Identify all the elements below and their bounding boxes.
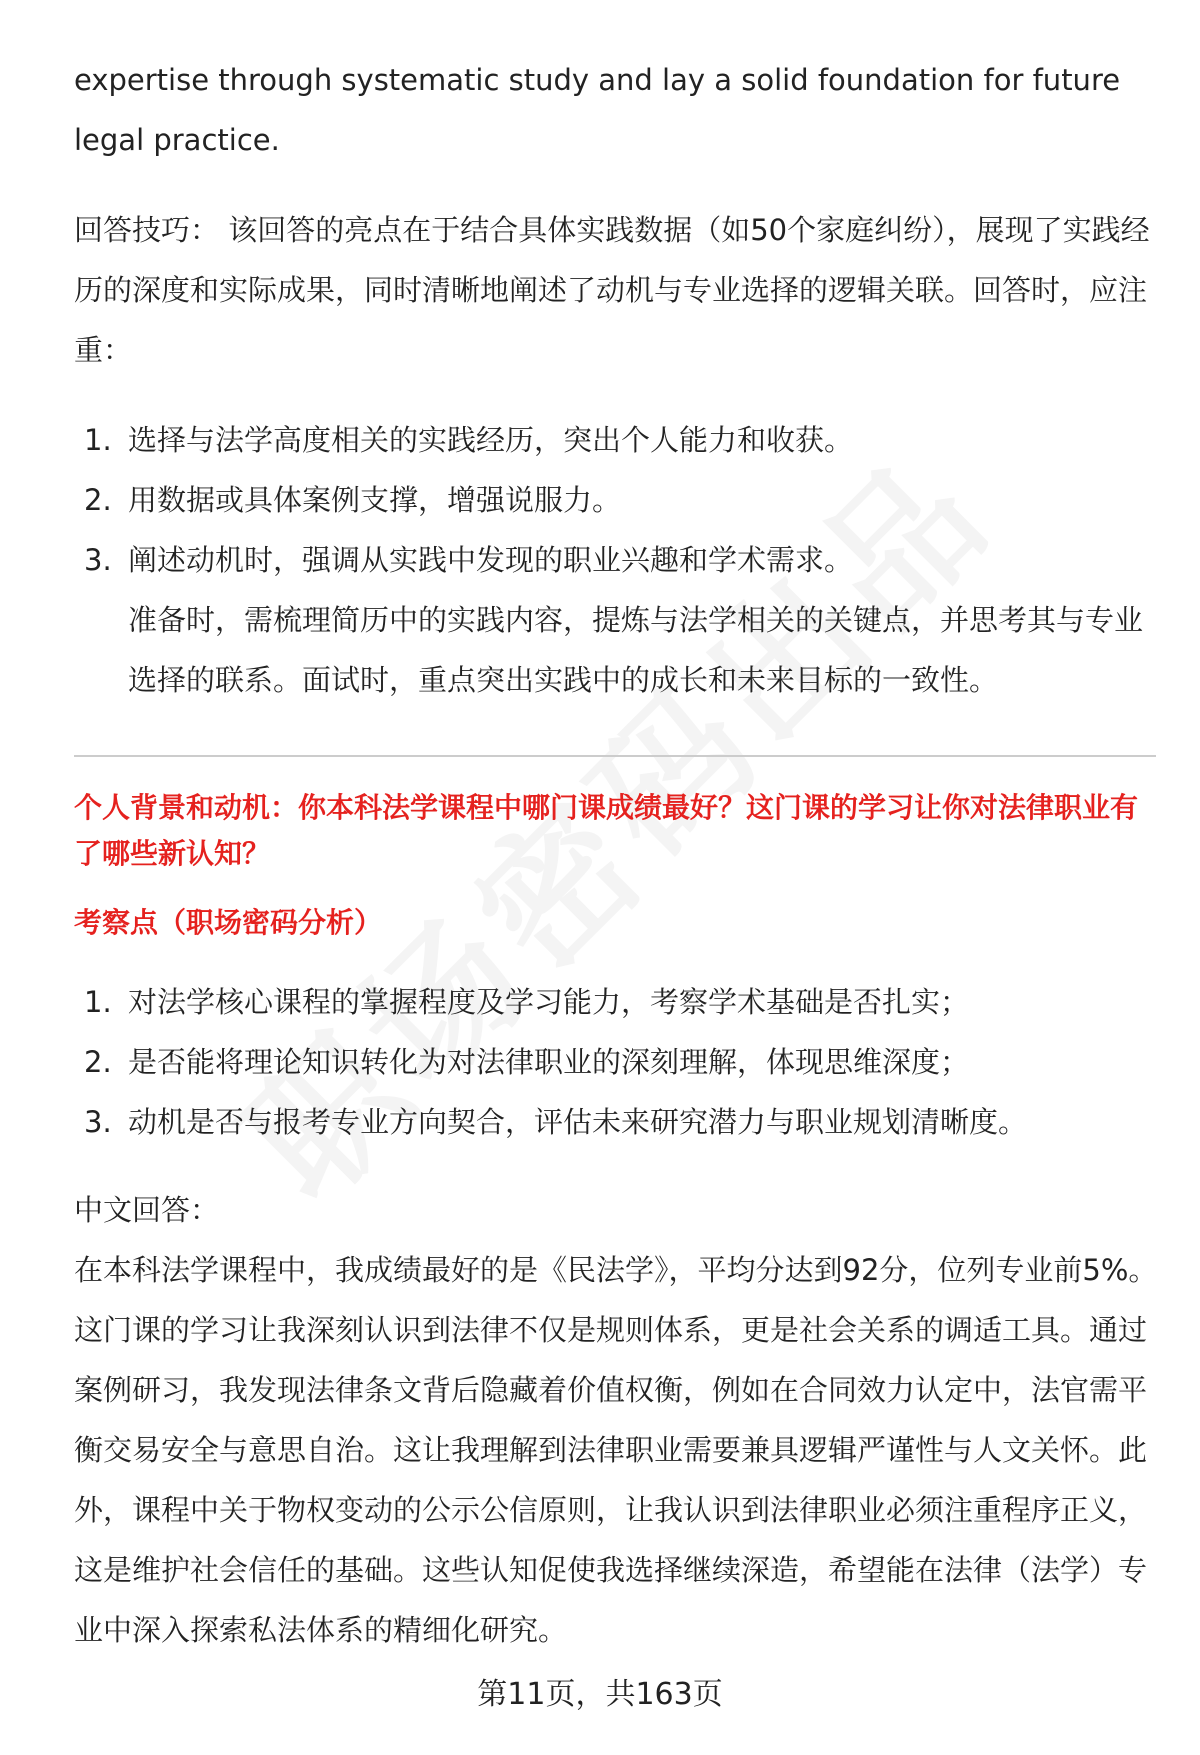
- question-title: 个人背景和动机：你本科法学课程中哪门课成绩最好？这门课的学习让你对法律职业有了哪些新认知？: [74, 791, 1139, 870]
- list-item: 3. 阐述动机时，强调从实践中发现的职业兴趣和学术需求。: [84, 543, 854, 577]
- list-extra: 准备时，需梳理简历中的实践内容，提炼与法学相关的关键点，并思考其与专业选择的联系。面试时，重点突出实践中的成长和未来目标的一致性。: [128, 603, 1144, 697]
- list-item: 1. 选择与法学高度相关的实践经历，突出个人能力和收获。: [84, 423, 854, 457]
- page-footer: 第11页，共163页: [477, 1677, 723, 1712]
- tips-paragraph: 回答技巧： 该回答的亮点在于结合具体实践数据（如50个家庭纠纷），展现了实践经历的深度和实际成果，同时清晰地阐述了动机与专业选择的逻辑关联。回答时，应注重：: [74, 213, 1150, 367]
- points-list: [74, 972, 1164, 1152]
- answer-label: 中文回答：: [74, 1193, 220, 1227]
- list-item: 2. 用数据或具体案例支撑，增强说服力。: [84, 483, 622, 517]
- list-item: 2. 是否能将理论知识转化为对法律职业的深刻理解，体现思维深度；: [84, 1045, 970, 1079]
- points-title: 考察点（职场密码分析）: [74, 906, 383, 939]
- list-item: 1. 对法学核心课程的掌握程度及学习能力，考察学术基础是否扎实；: [84, 985, 970, 1019]
- tips-list: [74, 410, 1164, 710]
- answer-paragraph: 在本科法学课程中，我成绩最好的是《民法学》，平均分达到92分，位列专业前5%。这门课的学习让我深刻认识到法律不仅是规则体系，更是社会关系的调适工具。通过案例研习，我发现法律条文背后隐藏着价值权衡，例如在合同效力认定中，法官需平衡交易安全与意思自治。这让我理解到法律职业需要兼具逻辑严谨性与人文关怀。此外，课程中关于物权变动的公示公信原则，让我认识到法律职业必须注重程序正义，这是维护社会信任的基础。这些认知促使我选择继续深造，希望能在法律（法学）专业中深入探索私法体系的精细化研究。: [74, 1253, 1158, 1647]
- section-divider: [74, 755, 1156, 757]
- intro-paragraph: expertise through systematic study and lay a solid foundation for future legal practice.: [74, 63, 1121, 157]
- list-item: 3. 动机是否与报考专业方向契合，评估未来研究潜力与职业规划清晰度。: [84, 1105, 1028, 1139]
